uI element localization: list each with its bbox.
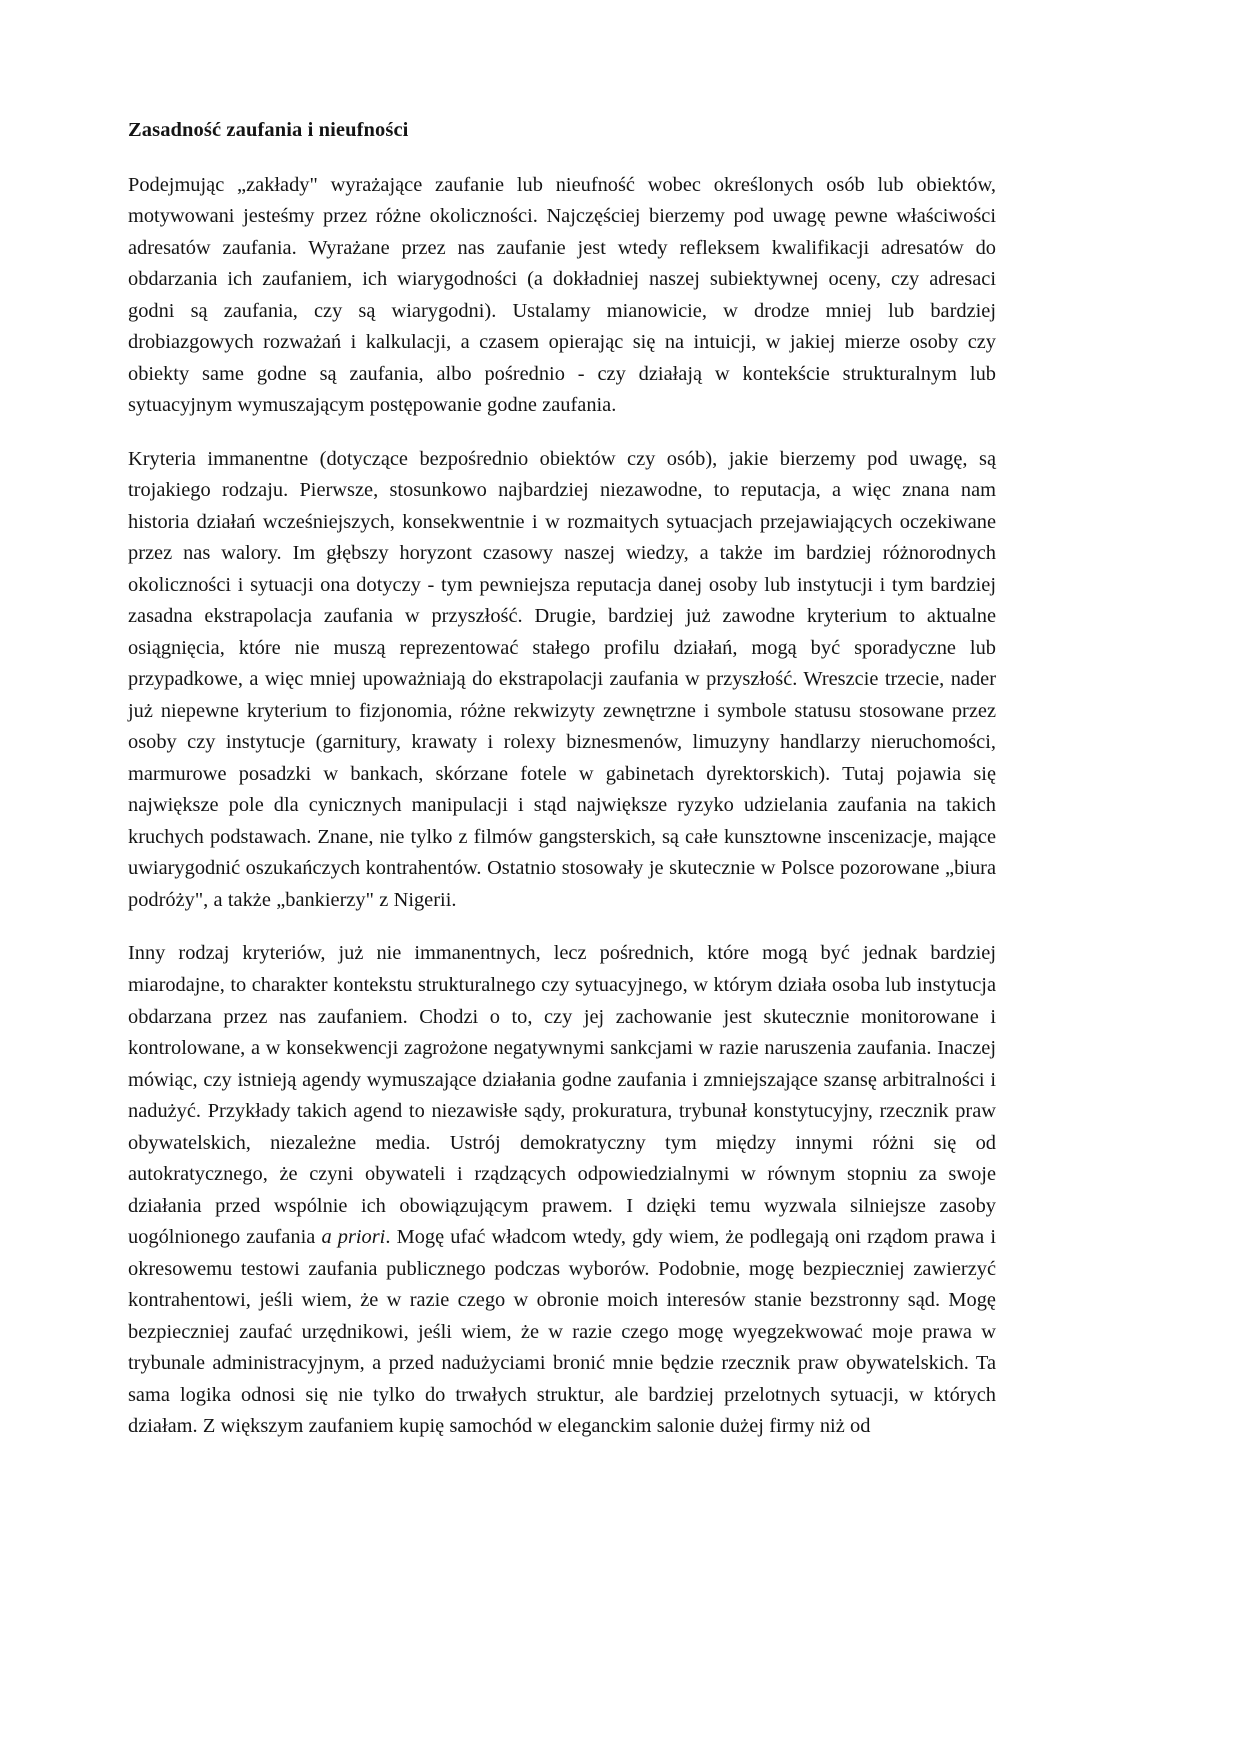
- paragraph-1: Podejmując „zakłady" wyrażające zaufanie lub nieufność wobec określonych osób lub obiektów, motywowani jesteśmy przez różne okoliczności. Najczęściej bierzemy pod uwagę pewne właściwości adresatów zaufania. Wyrażane przez nas zaufanie jest wtedy refleksem kwalifikacji adresatów do obdarzania ich zaufaniem, ich wiarygodności (a dokładniej naszej subiektywnej oceny, czy adresaci godni są zaufania, czy są wiarygodni). Ustalamy mianowicie, w drodze mniej lub bardziej drobiazgowych rozważań i kalkulacji, a czasem opierając się na intuicji, w jakiej mierze osoby czy obiekty same godne są zaufania, albo pośrednio - czy działają w kontekście strukturalnym lub sytuacyjnym wymuszającym postępowanie godne zaufania.: [128, 173, 996, 417]
- paragraph-3-latin-phrase: a priori: [321, 1226, 386, 1249]
- paragraph-3-segment-text-1: Inny rodzaj kryteriów, już nie immanentnych, lecz pośrednich, które mogą być jednak bardziej miarodajne, to charakter kontekstu strukturalnego czy sytuacyjnego, w którym działa osoba lub instytucja obdarzana przez nas zaufaniem. Chodzi o to, czy jej zachowanie jest skutecznie monitorowane i kontrolowane, a w konsekwencji zagrożone negatywnymi sankcjami w razie naruszenia zaufania. Inaczej mówiąc, czy istnieją agendy wymuszające działania godne zaufania i zmniejszające szansę arbitralności i nadużyć. Przykłady takich agend to niezawisłe sądy, prokuratura, trybunał konstytucyjny, rzecznik praw obywatelskich, niezależne media. Ustrój demokratyczny tym między innymi różni się od autokratycznego, że czyni obywateli i rządzących odpowiedzialnymi w równym stopniu za swoje działania przed wspólnie ich obowiązującym prawem. I dzięki temu wyzwala silniejsze zasoby uogólnionego zaufania: [128, 942, 996, 1249]
- document-body: [128, 118, 996, 1443]
- paragraph-2: Kryteria immanentne (dotyczące bezpośrednio obiektów czy osób), jakie bierzemy pod uwagę, są trojakiego rodzaju. Pierwsze, stosunkowo najbardziej niezawodne, to reputacja, a więc znana nam historia działań wcześniejszych, konsekwentnie i w rozmaitych sytuacjach przejawiających oczekiwane przez nas walory. Im głębszy horyzont czasowy naszej wiedzy, a także im bardziej różnorodnych okoliczności i sytuacji ona dotyczy - tym pewniejsza reputacja danej osoby lub instytucji i tym bardziej zasadna ekstrapolacja zaufania w przyszłość. Drugie, bardziej już zawodne kryterium to aktualne osiągnięcia, które nie muszą reprezentować stałego profilu działań, mogą być sporadyczne lub przypadkowe, a więc mniej upoważniają do ekstrapolacji zaufania w przyszłość. Wreszcie trzecie, nader już niepewne kryterium to fizjonomia, różne rekwizyty zewnętrzne i symbole statusu stosowane przez osoby czy instytucje (garnitury, krawaty i rolexy biznesmenów, limuzyny handlarzy nieruchomości, marmurowe posadzki w bankach, skórzane fotele w gabinetach dyrektorskich). Tutaj pojawia się największe pole dla cynicznych manipulacji i stąd największe ryzyko udzielania zaufania na takich kruchych podstawach. Znane, nie tylko z filmów gangsterskich, są całe kunsztowne inscenizacje, mające uwiarygodnić oszukańczych kontrahentów. Ostatnio stosowały je skutecznie w Polsce pozorowane „biura podróży", a także „bankierzy" z Nigerii.: [128, 447, 996, 911]
- page-title: Zasadność zaufania i nieufności: [128, 119, 409, 141]
- paragraph-3: [128, 938, 996, 1442]
- paragraph-3-segment-text-2: . Mogę ufać władcom wtedy, gdy wiem, że podlegają oni rządom prawa i okresowemu testowi zaufania publicznego podczas wyborów. Podobnie, mogę bezpieczniej zawierzyć kontrahentowi, jeśli wiem, że w razie czego w obronie moich interesów stanie bezstronny sąd. Mogę bezpieczniej zaufać urzędnikowi, jeśli wiem, że w razie czego mogę wyegzekwować moje prawa w trybunale administracyjnym, a przed nadużyciami bronić mnie będzie rzecznik praw obywatelskich. Ta sama logika odnosi się nie tylko do trwałych struktur, ale bardziej przelotnych sytuacji, w których działam. Z większym zaufaniem kupię samochód w eleganckim salonie dużej firmy niż od: [128, 1226, 996, 1438]
